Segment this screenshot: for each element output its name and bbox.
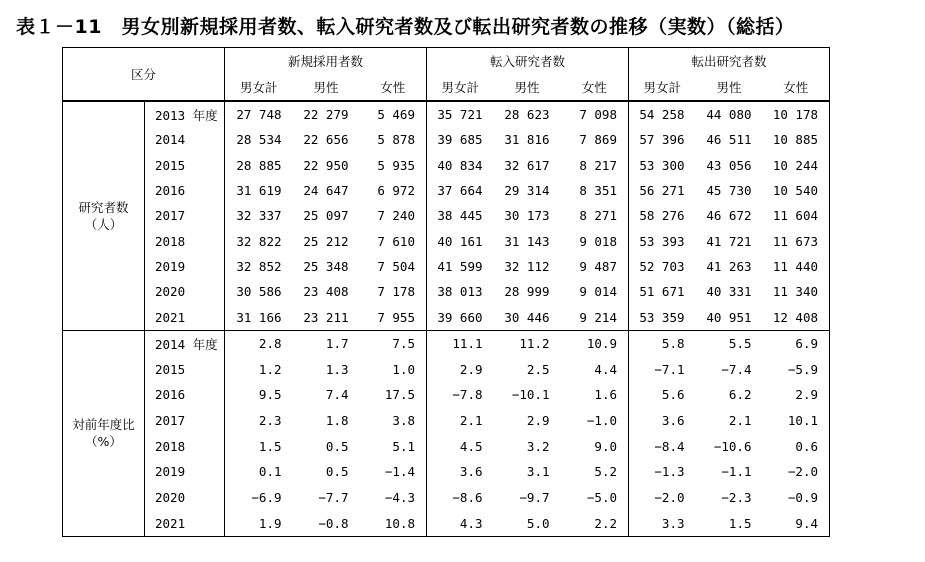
value-cell: 40 834 — [427, 153, 494, 178]
value-cell: 2.1 — [427, 408, 494, 434]
year-cell: 2019 — [145, 254, 225, 279]
value-cell: 10.1 — [787, 413, 818, 429]
value-cell: 37 664 — [427, 178, 494, 203]
value-cell: 31 619 — [225, 178, 293, 203]
value-cell: −4.3 — [384, 490, 415, 506]
table-row — [63, 178, 830, 203]
value-cell: 28 623 — [494, 101, 561, 127]
value-cell: −2.3 — [721, 490, 752, 506]
year-cell: 2016 — [145, 178, 225, 203]
col-header-male: 男性 — [716, 80, 742, 95]
value-cell: 25 212 — [303, 233, 349, 249]
year-cell: 2014 年度 — [145, 330, 225, 356]
value-cell: 3.6 — [427, 459, 494, 485]
value-cell: 35 721 — [427, 101, 494, 127]
value-cell: 31 166 — [225, 304, 293, 330]
value-cell: −1.3 — [629, 459, 696, 485]
value-cell: 7 869 — [579, 132, 617, 148]
year-cell: 2015 — [145, 356, 225, 382]
category-label-line2: （%） — [85, 434, 122, 450]
value-cell: 6 972 — [377, 183, 415, 199]
value-cell: 6.9 — [763, 330, 830, 356]
value-cell: 7.4 — [325, 387, 349, 403]
value-cell: −7.7 — [318, 490, 349, 506]
value-cell: 11 673 — [772, 233, 818, 249]
value-cell: 2.9 — [427, 356, 494, 382]
year-cell: 2020 — [145, 485, 225, 511]
table-row — [63, 279, 830, 304]
value-cell: −5.9 — [787, 361, 818, 377]
value-cell: −7.4 — [721, 361, 752, 377]
col-header-female: 女性 — [581, 80, 607, 95]
table-row — [63, 304, 830, 330]
value-cell: 0.5 — [325, 464, 349, 480]
value-cell: 53 300 — [629, 153, 696, 178]
category-label-line1: 対前年度比 — [72, 417, 135, 433]
value-cell: 1.7 — [293, 330, 360, 356]
value-cell: 2.3 — [225, 408, 293, 434]
value-cell: 1.9 — [225, 510, 293, 536]
value-cell: 10 244 — [772, 157, 818, 173]
value-cell: −9.7 — [519, 490, 550, 506]
year-cell: 2017 — [145, 203, 225, 228]
table-row — [63, 485, 830, 511]
table-row — [63, 356, 830, 382]
value-cell: 2.2 — [594, 515, 617, 531]
value-cell: 28 534 — [225, 127, 293, 152]
value-cell: 57 396 — [629, 127, 696, 152]
col-header-female: 女性 — [380, 80, 406, 95]
value-cell: 32 852 — [225, 254, 293, 279]
value-cell: 5 469 — [360, 101, 427, 127]
value-cell: 52 703 — [629, 254, 696, 279]
value-cell: 9.5 — [225, 382, 293, 408]
value-cell: 9 018 — [579, 233, 617, 249]
value-cell: 27 748 — [225, 101, 293, 127]
value-cell: 9 214 — [579, 309, 617, 325]
value-cell: 7 098 — [561, 101, 629, 127]
value-cell: 7 178 — [377, 284, 415, 300]
value-cell: 10 540 — [772, 183, 818, 199]
value-cell: 5 878 — [377, 132, 415, 148]
value-cell: 1.5 — [225, 433, 293, 459]
value-cell: 30 446 — [504, 309, 550, 325]
value-cell: 1.6 — [594, 387, 617, 403]
value-cell: 5.6 — [629, 382, 696, 408]
value-cell: 7 504 — [377, 258, 415, 274]
value-cell: 22 950 — [303, 157, 349, 173]
value-cell: 10 178 — [763, 101, 830, 127]
value-cell: 30 586 — [225, 279, 293, 304]
value-cell: 32 822 — [225, 228, 293, 253]
value-cell: −1.4 — [384, 464, 415, 480]
col-header-total: 男女計 — [225, 74, 293, 101]
ratio-category-label — [63, 330, 145, 537]
value-cell: 1.8 — [325, 413, 349, 429]
value-cell: 40 951 — [706, 309, 752, 325]
value-cell: −2.0 — [629, 485, 696, 511]
value-cell: 2.5 — [526, 361, 550, 377]
value-cell: −1.0 — [586, 413, 617, 429]
value-cell: 44 080 — [696, 101, 763, 127]
value-cell: 10.8 — [384, 515, 415, 531]
value-cell: 2.9 — [526, 413, 550, 429]
table-row — [63, 382, 830, 408]
value-cell: 24 647 — [303, 183, 349, 199]
value-cell: 3.1 — [526, 464, 550, 480]
value-cell: 31 143 — [504, 233, 550, 249]
value-cell: −10.1 — [511, 387, 550, 403]
value-cell: 10.9 — [561, 330, 629, 356]
year-cell: 2015 — [145, 153, 225, 178]
value-cell: 3.8 — [392, 413, 415, 429]
value-cell: 30 173 — [504, 208, 550, 224]
value-cell: 23 211 — [303, 309, 349, 325]
value-cell: 11.1 — [427, 330, 494, 356]
value-cell: 25 348 — [303, 258, 349, 274]
value-cell: 32 617 — [504, 157, 550, 173]
value-cell: 31 816 — [504, 132, 550, 148]
table-row — [63, 203, 830, 228]
value-cell: 1.2 — [225, 356, 293, 382]
value-cell: 22 279 — [293, 101, 360, 127]
value-cell: 5.1 — [392, 438, 415, 454]
value-cell: 46 672 — [706, 208, 752, 224]
value-cell: 0.1 — [225, 459, 293, 485]
value-cell: 38 445 — [427, 203, 494, 228]
col-header-total: 男女計 — [629, 74, 696, 101]
value-cell: 32 337 — [225, 203, 293, 228]
value-cell: 41 263 — [706, 258, 752, 274]
value-cell: 23 408 — [303, 284, 349, 300]
value-cell: 29 314 — [504, 183, 550, 199]
year-cell: 2016 — [145, 382, 225, 408]
value-cell: 41 721 — [706, 233, 752, 249]
value-cell: 9.4 — [795, 515, 818, 531]
value-cell: 6.2 — [728, 387, 752, 403]
table-row — [63, 459, 830, 485]
table-row — [63, 153, 830, 178]
data-table — [62, 47, 830, 537]
col-header-female: 女性 — [783, 80, 809, 95]
value-cell: −10.6 — [713, 438, 752, 454]
table-row — [63, 433, 830, 459]
value-cell: 8 351 — [579, 183, 617, 199]
value-cell: 56 271 — [629, 178, 696, 203]
col-header-male: 男性 — [313, 80, 339, 95]
value-cell: 4.4 — [594, 361, 617, 377]
value-cell: 32 112 — [504, 258, 550, 274]
value-cell: 9.0 — [594, 438, 617, 454]
value-cell: 5 935 — [377, 157, 415, 173]
value-cell: 38 013 — [427, 279, 494, 304]
value-cell: 41 599 — [427, 254, 494, 279]
page-title: 表１－11 男女別新規採用者数、転入研究者数及び転出研究者数の推移（実数）（総括） — [16, 16, 795, 38]
value-cell: 17.5 — [384, 387, 415, 403]
value-cell: 12 408 — [772, 309, 818, 325]
year-cell: 2018 — [145, 228, 225, 253]
value-cell: 11 340 — [772, 284, 818, 300]
value-cell: 1.0 — [392, 361, 415, 377]
kubun-header: 区分 — [130, 67, 156, 82]
value-cell: 28 885 — [225, 153, 293, 178]
value-cell: −2.0 — [787, 464, 818, 480]
group-header-new-hires: 新規採用者数 — [225, 48, 427, 75]
value-cell: 7 610 — [377, 233, 415, 249]
value-cell: −0.9 — [787, 490, 818, 506]
value-cell: 4.5 — [427, 433, 494, 459]
year-cell: 2018 — [145, 433, 225, 459]
value-cell: 9 487 — [579, 258, 617, 274]
value-cell: 0.5 — [325, 438, 349, 454]
table-row — [63, 228, 830, 253]
value-cell: 5.0 — [526, 515, 550, 531]
value-cell: 53 393 — [629, 228, 696, 253]
value-cell: 7 240 — [377, 208, 415, 224]
value-cell: 58 276 — [629, 203, 696, 228]
value-cell: 5.2 — [594, 464, 617, 480]
value-cell: −0.8 — [318, 515, 349, 531]
category-label-line2: （人） — [84, 216, 123, 232]
value-cell: 9 014 — [579, 284, 617, 300]
value-cell: 2.8 — [225, 330, 293, 356]
value-cell: 28 999 — [504, 284, 550, 300]
value-cell: −6.9 — [225, 485, 293, 511]
value-cell: 11.2 — [494, 330, 561, 356]
year-cell: 2014 — [145, 127, 225, 152]
value-cell: 39 660 — [427, 304, 494, 330]
table-body — [63, 101, 830, 537]
table-row — [63, 330, 830, 356]
table-row — [63, 510, 830, 536]
year-cell: 2019 — [145, 459, 225, 485]
value-cell: 11 604 — [772, 208, 818, 224]
value-cell: 43 056 — [706, 157, 752, 173]
value-cell: −7.1 — [629, 356, 696, 382]
value-cell: 54 258 — [629, 101, 696, 127]
value-cell: 22 656 — [303, 132, 349, 148]
value-cell: 7.5 — [360, 330, 427, 356]
table-row — [63, 127, 830, 152]
table-row — [63, 254, 830, 279]
value-cell: 2.1 — [728, 413, 752, 429]
category-label-line1: 研究者数 — [78, 199, 129, 215]
value-cell: 2.9 — [795, 387, 818, 403]
value-cell: 1.3 — [325, 361, 349, 377]
value-cell: −7.8 — [427, 382, 494, 408]
value-cell: 4.3 — [427, 510, 494, 536]
group-header-transfer-out: 転出研究者数 — [629, 48, 830, 75]
year-cell: 2020 — [145, 279, 225, 304]
value-cell: 5.8 — [629, 330, 696, 356]
value-cell: 3.6 — [629, 408, 696, 434]
value-cell: −5.0 — [586, 490, 617, 506]
year-cell: 2021 — [145, 304, 225, 330]
value-cell: 11 440 — [772, 258, 818, 274]
col-header-male: 男性 — [514, 80, 540, 95]
col-header-total: 男女計 — [427, 74, 494, 101]
value-cell: 45 730 — [706, 183, 752, 199]
researchers-category-label — [63, 101, 145, 330]
group-header-transfer-in: 転入研究者数 — [427, 48, 629, 75]
value-cell: 3.2 — [526, 438, 550, 454]
year-cell: 2021 — [145, 510, 225, 536]
table-row — [63, 101, 830, 127]
value-cell: 7 955 — [377, 309, 415, 325]
value-cell: 10 885 — [772, 132, 818, 148]
value-cell: 46 511 — [706, 132, 752, 148]
value-cell: 40 161 — [427, 228, 494, 253]
value-cell: −8.4 — [629, 433, 696, 459]
value-cell: −1.1 — [721, 464, 752, 480]
value-cell: 53 359 — [629, 304, 696, 330]
value-cell: 3.3 — [629, 510, 696, 536]
value-cell: 8 217 — [579, 157, 617, 173]
value-cell: 8 271 — [579, 208, 617, 224]
value-cell: 1.5 — [728, 515, 752, 531]
value-cell: −8.6 — [427, 485, 494, 511]
year-cell: 2013 年度 — [145, 101, 225, 127]
value-cell: 39 685 — [427, 127, 494, 152]
value-cell: 5.5 — [696, 330, 763, 356]
value-cell: 25 097 — [303, 208, 349, 224]
year-cell: 2017 — [145, 408, 225, 434]
value-cell: 40 331 — [706, 284, 752, 300]
value-cell: 0.6 — [795, 438, 818, 454]
value-cell: 51 671 — [629, 279, 696, 304]
table-row — [63, 408, 830, 434]
